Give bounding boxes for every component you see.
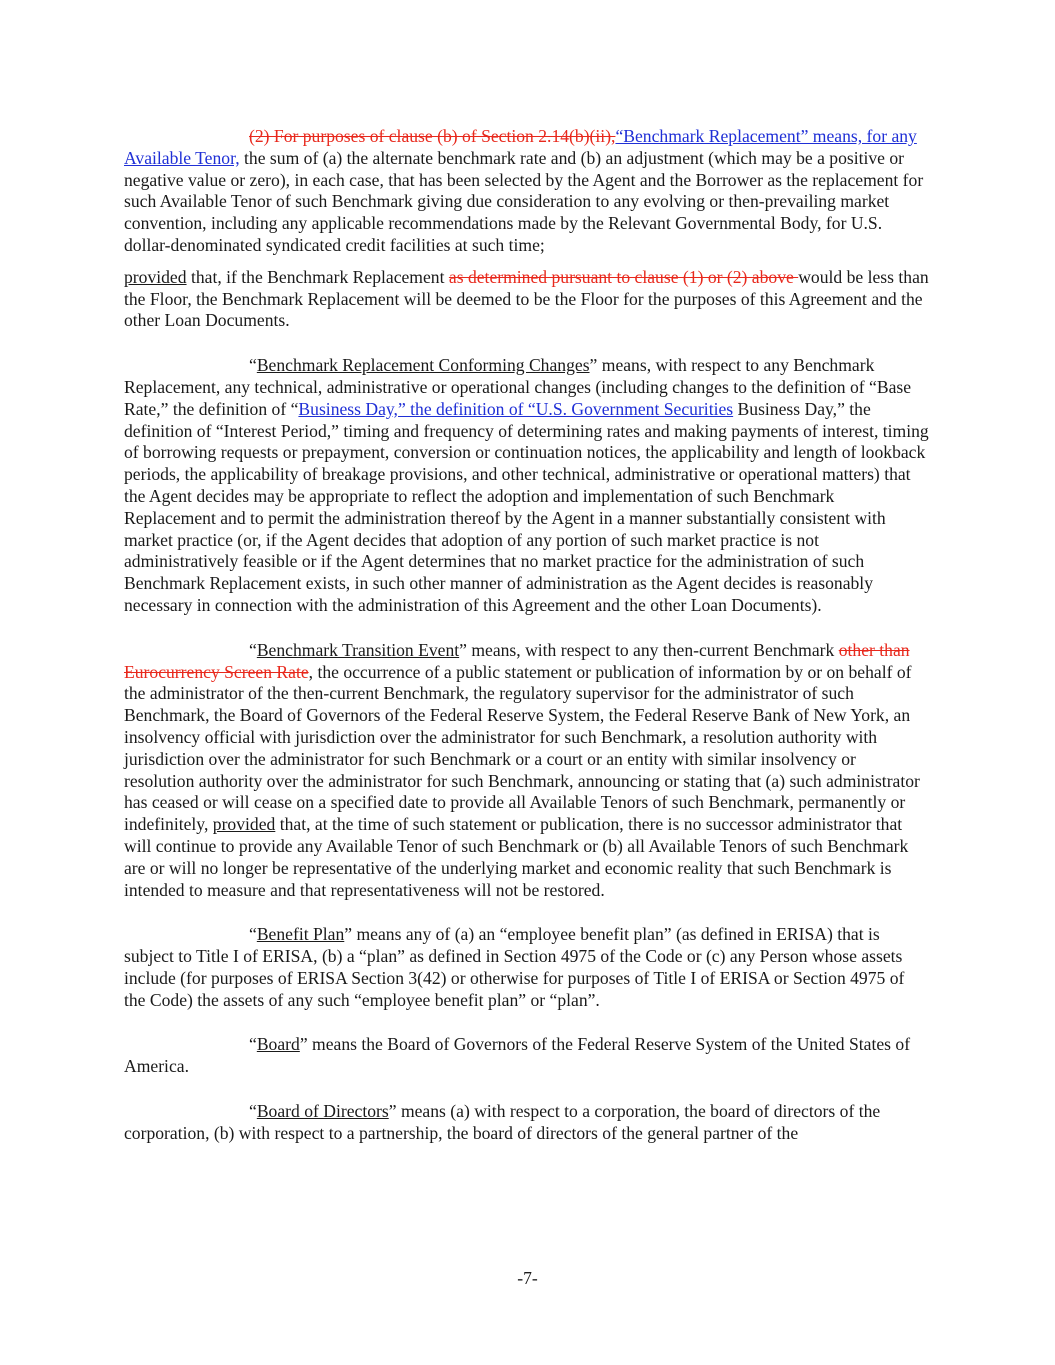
body-text: would be less than the Floor, the Benchmark Replacement will be deemed to be the Floor for the purposes of this Agreement and the other Loan Documents. xyxy=(124,266,929,331)
body-text: Business Day,” the definition of “Interest Period,” timing and frequency of determining rates and making payments of interest, timing of borrowing requests or prepayment, conversion or continuation notices, the applicability and length of lookback periods, the applicability of breakage provisions, and other technical, administrative or operational matters) that the Agent decides may be appropriate to reflect the adoption and implementation of such Benchmark Replacement and to permit the administration thereof by the Agent in a manner substantially consistent with market practice (or, if the Agent decides that adoption of any portion of such market practice is not administratively feasible or if the Agent determines that no market practice for the administration of such Benchmark Replacement exists, in such other manner of administration as the Agent decides is reasonably necessary in connection with the administration of this Agreement and the other Loan Documents). xyxy=(124,398,929,615)
body-text: ” means (a) with respect to a corporation, the board of directors of the corporation, (b) with respect to a partnership, the board of directors of the general partner of the xyxy=(124,1101,881,1143)
defined-term: Benefit Plan xyxy=(256,924,345,945)
defined-term: Benchmark Transition Event xyxy=(256,639,460,660)
paragraph-board-of-directors: “Board of Directors” means (a) with respect to a corporation, the board of directors of the corporation, (b) with respect to a partnership, the board of directors of the general partner of the xyxy=(124,1101,881,1143)
deleted-text: as determined pursuant to clause (1) or (2) above xyxy=(448,266,799,287)
document-body xyxy=(124,126,929,1145)
paragraph-benefit-plan: “Benefit Plan” means any of (a) an “employee benefit plan” (as defined in ERISA) that is subject to Title I of ERISA, (b) a “plan” as defined in Section 4975 of the Code or (c) any Person whose assets include (for purposes of ERISA Section 3(42) or otherwise for purposes of Title I of ERISA or Section 4975 of the Code) the assets of any such “employee benefit plan” or “plan”. xyxy=(124,924,905,1010)
deleted-text: other than Eurocurrency Screen Rate xyxy=(124,639,910,682)
body-text: ” means any of (a) an “employee benefit plan” (as defined in ERISA) that is subject to Title I of ERISA, (b) a “plan” as defined in Section 4975 of the Code or (c) any Person whose assets include (for purposes of ERISA Section 3(42) or otherwise for purposes of Title I of ERISA or Section 4975 of the Code) the assets of any such “employee benefit plan” or “plan”. xyxy=(124,924,905,1010)
body-text: the sum of (a) the alternate benchmark rate and (b) an adjustment (which may be a positive or negative value or zero), in each case, that has been selected by the Agent and the Borrower as the replacement for such Available Tenor of such Benchmark giving due consideration to any evolving or then-prevailing market convention, including any applicable recommendations made by the Relevant Governmental Body, for U.S. dollar-denominated syndicated credit facilities at such time; xyxy=(124,147,924,255)
defined-term: Benchmark Replacement Conforming Changes xyxy=(256,355,590,376)
paragraph-conforming-changes: “Benchmark Replacement Conforming Changes” means, with respect to any Benchmark Replacement, any technical, administrative or operational changes (including changes to the definition of “Base Rate,” the definition of “Business Day,” the definition of “U.S. Government Securities Business Day,” the definition of “Interest Period,” timing and frequency of determining rates and making payments of interest, timing of borrowing requests or prepayment, conversion or continuation notices, the applicability and length of lookback periods, the applicability of breakage provisions, and other technical, administrative or operational matters) that the Agent decides may be appropriate to reflect the adoption and implementation of such Benchmark Replacement and to permit the administration thereof by the Agent in a manner substantially consistent with market practice (or, if the Agent decides that adoption of any portion of such market practice is not administratively feasible or if the Agent determines that no market practice for the administration of such Benchmark Replacement exists, in such other manner of administration as the Agent decides is reasonably necessary in connection with the administration of this Agreement and the other Loan Documents). xyxy=(124,355,929,615)
page-number: -7- xyxy=(517,1268,538,1288)
underlined-term: provided xyxy=(212,814,276,835)
body-text: ” means, with respect to any then-current Benchmark xyxy=(459,639,839,660)
paragraph-board: “Board” means the Board of Governors of the Federal Reserve System of the United States of America. xyxy=(124,1034,911,1077)
inserted-text: “Benchmark Replacement” means, for any Available Tenor, xyxy=(124,126,917,168)
body-text: that, at the time of such statement or publication, there is no successor administrator that will continue to provide any Available Tenor of such Benchmark or (b) all Available Tenors of such Benchmark are or will no longer be representative of the underlying market and economic reality that such Benchmark is intended to measure and that representativeness will not be restored. xyxy=(124,814,909,900)
paragraph-benchmark-replacement xyxy=(124,126,929,257)
body-text: that, if the Benchmark Replacement xyxy=(186,266,449,287)
paragraph-transition-event: “Benchmark Transition Event” means, with respect to any then-current Benchmark other than Eurocurrency Screen Rate, the occurrence of a public statement or publication of information by or on behalf of the administrator of the then-current Benchmark, the regulatory supervisor for the administrator of such Benchmark, the Board of Governors of the Federal Reserve System, the Federal Reserve Bank of New York, an insolvency official with jurisdiction over the administrator for such Benchmark, a resolution authority with jurisdiction over the administrator for such Benchmark or a court or an entity with similar insolvency or resolution authority over the administrator for such Benchmark, announcing or stating that (a) such administrator has ceased or will cease on a specified date to provide all Available Tenors of such Benchmark, permanently or indefinitely, provided that, at the time of such statement or publication, there is no successor administrator that will continue to provide any Available Tenor of such Benchmark or (b) all Available Tenors of such Benchmark are or will no longer be representative of the underlying market and economic reality that such Benchmark is intended to measure and that representativeness will not be restored. xyxy=(124,639,920,900)
body-text: ” means the Board of Governors of the Federal Reserve System of the United States of America. xyxy=(124,1034,911,1077)
body-text: , the occurrence of a public statement or publication of information by or on behalf of the administrator of the then-current Benchmark, the regulatory supervisor for the administrator of such Benchmark, the Board of Governors of the Federal Reserve System, the Federal Reserve Bank of New York, an insolvency official with jurisdiction over the administrator for such Benchmark, a resolution authority with jurisdiction over the administrator for such Benchmark or a court or an entity with similar insolvency or resolution authority over the administrator for such Benchmark, announcing or stating that (a) such administrator has ceased or will cease on a specified date to provide all Available Tenors of such Benchmark, permanently or indefinitely, xyxy=(124,661,920,835)
inserted-text: Business Day,” the definition of “U.S. Government Securities xyxy=(298,398,734,419)
deleted-text: (2) For purposes of clause (b) of Section 2.14(b)(ii), xyxy=(249,126,616,146)
defined-term: Board of Directors xyxy=(256,1101,389,1122)
underlined-term: provided xyxy=(124,266,187,287)
defined-term: Board xyxy=(256,1034,300,1055)
body-text: ” means, with respect to any Benchmark Replacement, any technical, administrative or operational changes (including changes to the definition of “Base Rate,” the definition of “ xyxy=(124,355,912,419)
paragraph-provided-floor xyxy=(124,267,929,332)
